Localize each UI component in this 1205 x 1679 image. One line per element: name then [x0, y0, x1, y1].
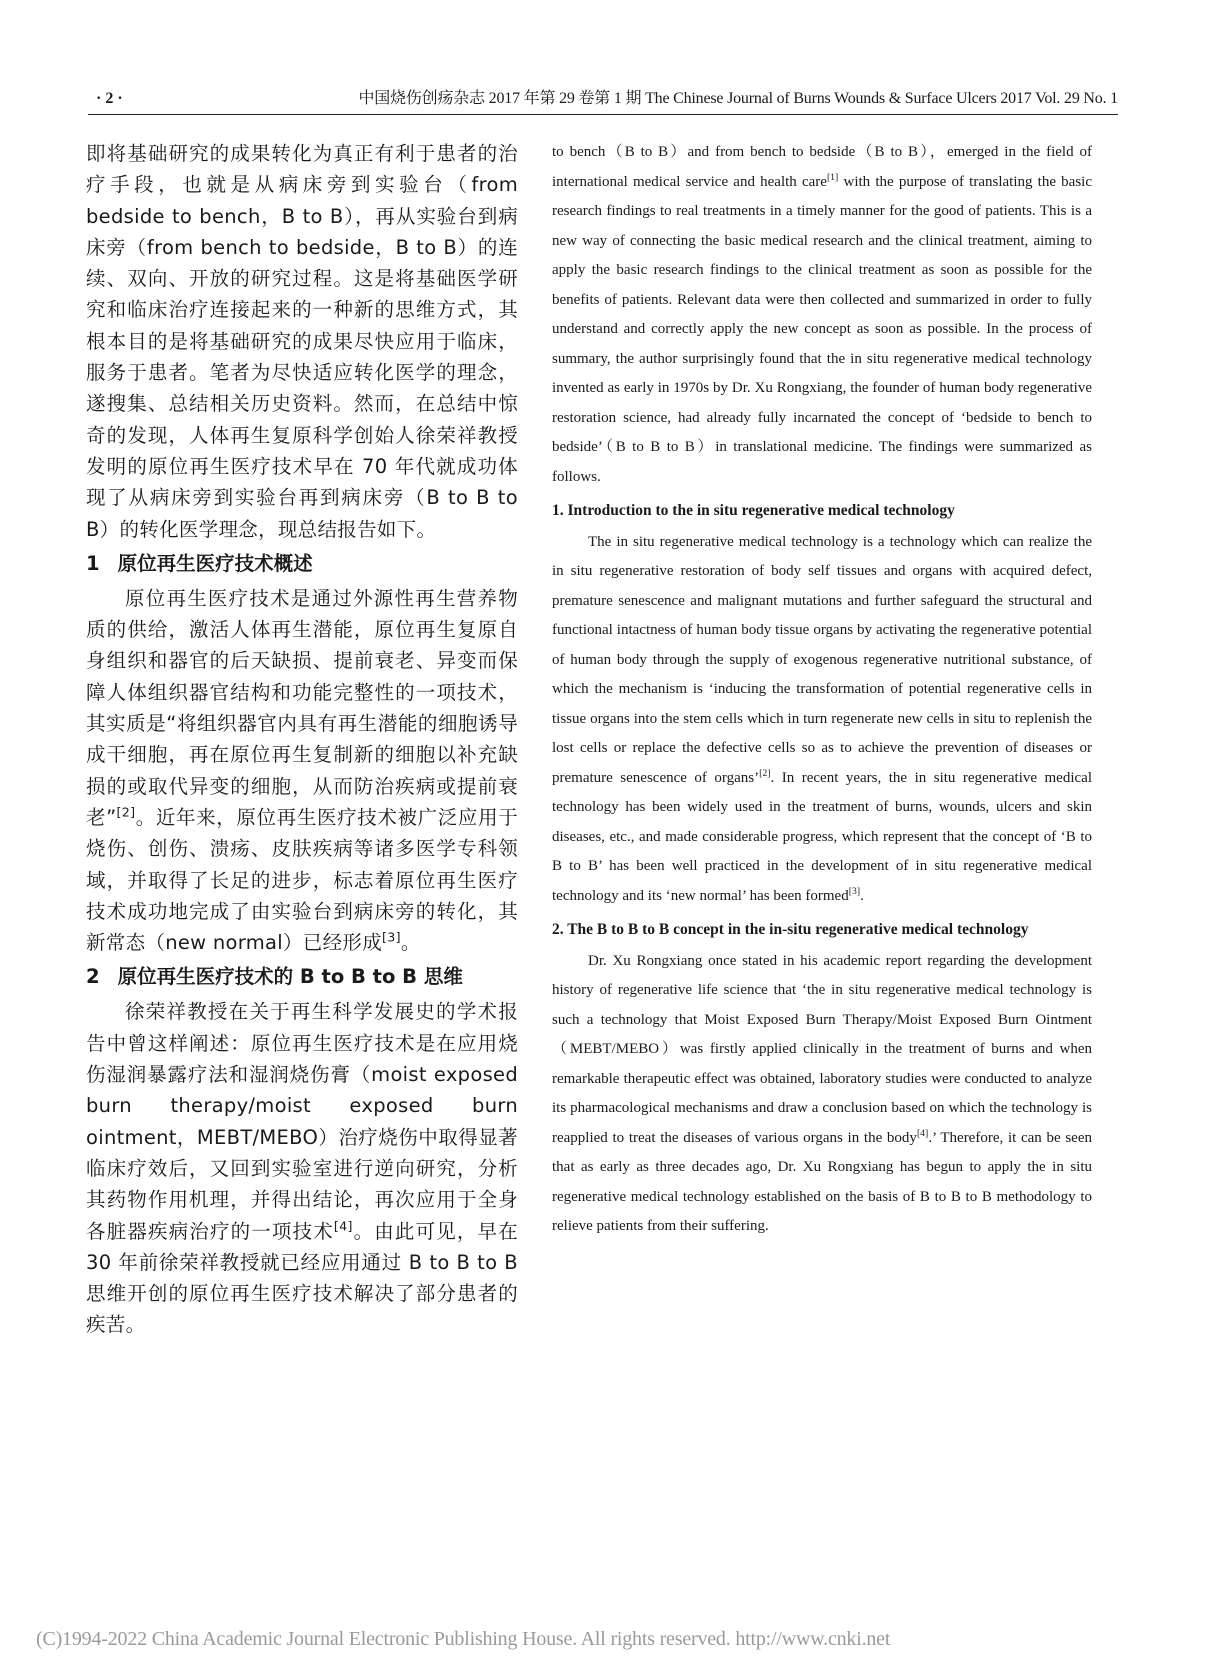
paragraph-overview-zh — [86, 583, 518, 959]
text-run: . In recent years, the in situ regenerative medical technology has been widely used in the treatment of burns, wounds, ulcers and skin diseases, etc., and made considerable progress, which represent that the concept of ‘B to B to B’ has been well practiced in the development of in situ regenerative medical technology and its ‘new normal’ has been formed — [552, 769, 1092, 904]
citation: [3] — [848, 885, 861, 897]
section-heading-1-en: 1. Introduction to the in situ regenerative medical technology — [552, 502, 955, 519]
citation: [4] — [916, 1127, 929, 1139]
text-run: 原位再生医疗技术是通过外源性再生营养物质的供给，激活人体再生潜能，原位再生复原自身组织和器官的后天缺损、提前衰老、异变而保障人体组织器官结构和功能完整性的一项技术，其实质是“将组织器官内具有再生潜能的细胞诱导成干细胞，再在原位再生复制新的细胞以补充缺损的或取代异变的细胞，从而防治疾病或提前衰老” — [86, 586, 518, 829]
page-number: · 2 · — [96, 90, 123, 107]
section-title: 原位再生医疗技术的 B to B to B 思维 — [117, 965, 463, 989]
section-heading-2-zh — [86, 960, 518, 994]
text-run: with the purpose of translating the basic research findings to real treatments in a timely manner for the good of patients. This is a new way of connecting the basic medical research and the clinical treatment, aiming to apply the basic research findings to the clinical treatment as soon as possible for the benefits of patients. Relevant data were then collected and summarized in order to fully understand and correctly apply the new concept as soon as possible. In the process of summary, the author surprisingly found that the in situ regenerative medical technology invented as early in 1970s by Dr. Xu Rongxiang, the founder of human body regenerative restoration science, had already fully incarnated the concept of ‘bedside to bench to bedside’（B to B to B）in translational medicine. The findings were summarized as follows. — [552, 173, 1093, 485]
text-run: 。由此可见，早在 30 年前徐荣祥教授就已经应用通过 B to B to B 思维开创的原位再生医疗技术解决了部分患者的疾苦。 — [86, 1219, 518, 1337]
section-number: 2 — [86, 965, 100, 989]
paragraph-concept-zh — [86, 996, 518, 1340]
text-run: 。 — [400, 931, 421, 955]
text-run: Dr. Xu Rongxiang once stated in his academic report regarding the development history of regenerative life science that ‘the in situ regenerative medical technology is such a technology that Moist Exposed Burn Therapy/Moist Exposed Burn Ointment（MEBT/MEBO）was firstly applied clinically in the treatment of burns and when remarkable therapeutic effect was obtained, laboratory studies were conducted to analyze its pharmacological mechanisms and draw a conclusion based on which the technology is reapplied to treat the diseases of various organs in the body — [552, 952, 1092, 1146]
chinese-column — [86, 138, 518, 1341]
text-run: to bench（B to B）and from bench to bedside（B to B），emerged in the field of international medical service and health care — [552, 144, 1092, 190]
journal-name: 中国烧伤创疡杂志 2017 年第 29 卷第 1 期 The Chinese Journal of Burns Wounds & Surface Ulcers 2017 Vol. 29 No. 1 — [358, 90, 1118, 107]
text-run: 徐荣祥教授在关于再生科学发展史的学术报告中曾这样阐述：原位再生医疗技术是在应用烧伤湿润暴露疗法和湿润烧伤膏（moist exposed burn therapy/moist exposed burn ointment，MEBT/MEBO）治疗烧伤中取得显著临床疗效后，又回到实验室进行逆向研究，分析其药物作用机理，并得出结论，再次应用于全身各脏器疾病治疗的一项技术 — [86, 1000, 518, 1243]
copyright-footer: (C)1994-2022 China Academic Journal Electronic Publishing House. All rights reserved. http://www.cnki.net — [36, 1628, 891, 1650]
citation: [4] — [333, 1218, 353, 1233]
text-run: . — [860, 887, 864, 904]
paragraph-concept-en — [552, 947, 1092, 1242]
citation: [3] — [382, 929, 401, 945]
paragraph-overview-en — [552, 528, 1092, 912]
section-title: 原位再生医疗技术概述 — [117, 551, 313, 575]
section-heading-1-zh — [86, 547, 518, 581]
citation: [2] — [116, 804, 136, 820]
citation: [1] — [826, 171, 839, 183]
english-column — [552, 138, 1092, 1242]
paragraph-intro-en — [552, 138, 1092, 492]
section-heading-2-en: 2. The B to B to B concept in the in-situ regenerative medical technology — [552, 921, 1029, 938]
text-run: .’ Therefore, it can be seen that as early as three decades ago, Dr. Xu Rongxiang has begun to apply the in situ regenerative medical technology established on the basis of B to B to B methodology to relieve patients from their suffering. — [552, 1129, 1092, 1234]
text-run: The in situ regenerative medical technology is a technology which can realize the in situ regenerative restoration of body self tissues and organs with acquired defect, premature senescence and malignant mutations and further safeguard the structural and functional intactness of human body tissue organs by activating the regenerative potential of human body through the supply of exogenous regenerative nutritional substance, of which the mechanism is ‘inducing the transformation of potential regenerative cells in tissue organs into the stem cells which in turn regenerate new cells in situ to replenish the lost cells or replace the defective cells so as to achieve the prevention of diseases or premature senescence of organs’ — [552, 533, 1092, 786]
section-number: 1 — [86, 551, 100, 575]
citation: [2] — [759, 767, 771, 779]
paragraph-intro-zh: 即将基础研究的成果转化为真正有利于患者的治疗手段，也就是从病床旁到实验台（from bedside to bench，B to B），再从实验台到病床旁（from bench to bedside，B to B）的连续、双向、开放的研究过程。这是将基础医学研究和临床治疗连接起来的一种新的思维方式，其根本目的是将基础研究的成果尽快应用于临床，服务于患者。笔者为尽快适应转化医学的理念，遂搜集、总结相关历史资料。然而，在总结中惊奇的发现，人体再生复原科学创始人徐荣祥教授发明的原位再生医疗技术早在 70 年代就成功体现了从病床旁到实验台再到病床旁（B to B to B）的转化医学理念，现总结报告如下。 — [86, 142, 518, 541]
text-run: 。近年来，原位再生医疗技术被广泛应用于烧伤、创伤、溃疡、皮肤疾病等诸多医学专科领域，并取得了长足的进步，标志着原位再生医疗技术成功地完成了由实验台到病床旁的转化，其新常态（new normal）已经形成 — [86, 805, 519, 955]
running-header — [88, 86, 1118, 115]
